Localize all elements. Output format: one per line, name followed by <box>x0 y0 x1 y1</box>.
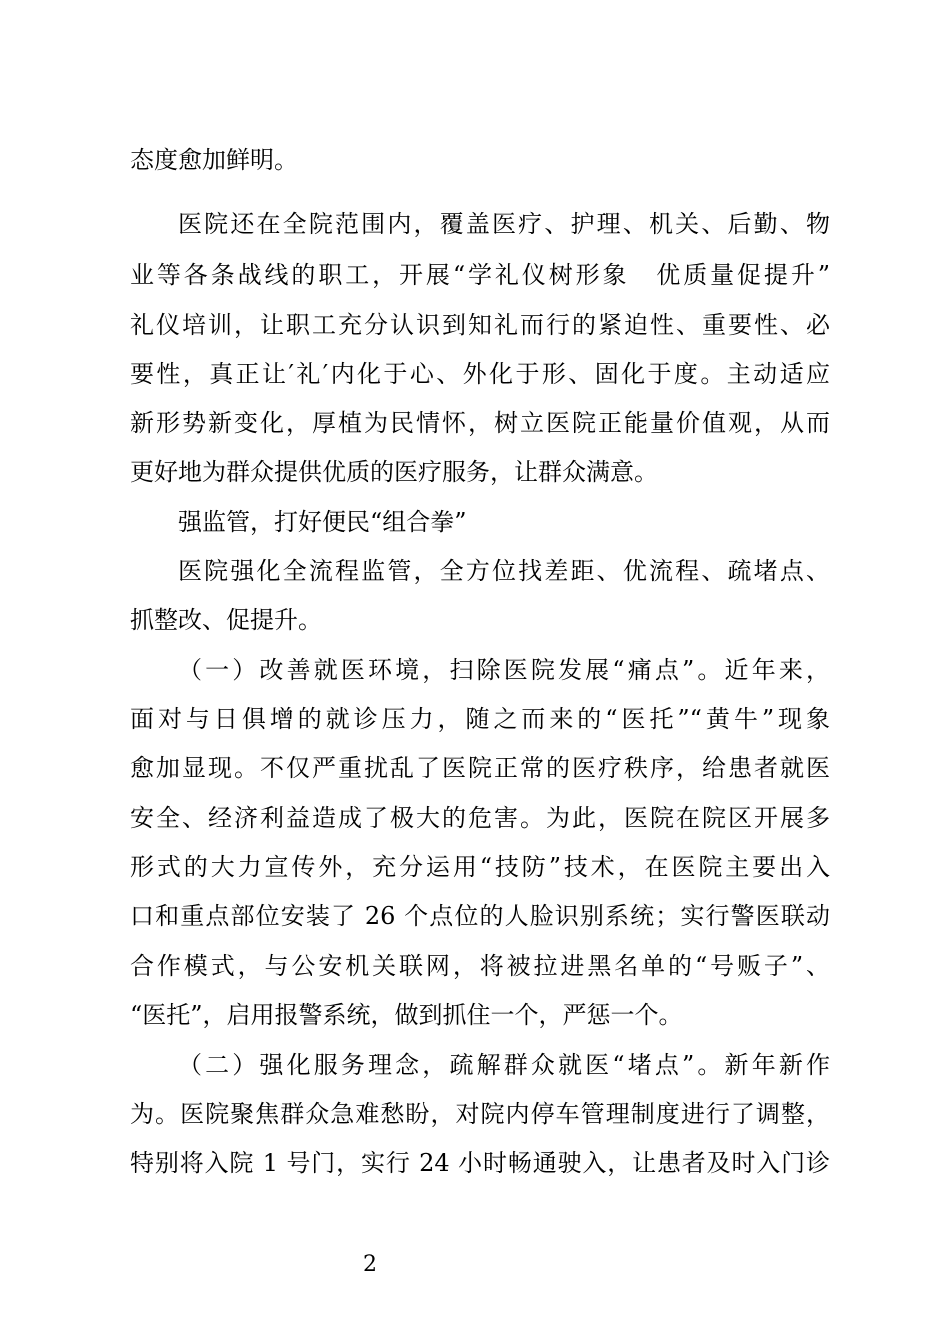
text-line: 口和重点部位安装了 26 个点位的人脸识别系统；实行警医联动 <box>130 902 830 930</box>
text-line: 医院还在全院范围内，覆盖医疗、护理、机关、后勤、物 <box>178 210 830 238</box>
text-line: 业等各条战线的职工，开展“学礼仪树形象 优质量促提升” <box>130 261 830 289</box>
text-line: 礼仪培训，让职工充分认识到知礼而行的紧迫性、重要性、必 <box>130 311 830 339</box>
text-line: 新形势新变化，厚植为民情怀，树立医院正能量价值观，从而 <box>130 409 830 437</box>
text-line: （一）改善就医环境，扫除医院发展“痛点”。近年来， <box>178 656 830 684</box>
text-line: 面对与日俱增的就诊压力，随之而来的“医托”“黄牛”现象 <box>130 705 830 733</box>
section-heading: 强监管，打好便民“组合拳” <box>178 508 467 536</box>
text-line: 抓整改、促提升。 <box>130 606 322 634</box>
text-line: 更好地为群众提供优质的医疗服务，让群众满意。 <box>130 458 658 486</box>
page-number: 2 <box>363 1252 377 1277</box>
text-line: 医院强化全流程监管，全方位找差距、优流程、疏堵点、 <box>178 557 830 585</box>
text-line: 态度愈加鲜明。 <box>130 146 298 174</box>
text-line: 形式的大力宣传外，充分运用“技防”技术，在医院主要出入 <box>130 853 830 881</box>
text-line: 合作模式，与公安机关联网，将被拉进黑名单的“号贩子”、 <box>130 952 830 980</box>
text-line: 特别将入院 1 号门，实行 24 小时畅通驶入，让患者及时入门诊 <box>130 1149 830 1177</box>
text-line: 安全、经济利益造成了极大的危害。为此，医院在院区开展多 <box>130 804 830 832</box>
text-line: 要性，真正让′礼′内化于心、外化于形、固化于度。主动适应 <box>130 360 830 388</box>
text-line: （二）强化服务理念，疏解群众就医“堵点”。新年新作 <box>178 1051 830 1079</box>
text-line: 愈加显现。不仅严重扰乱了医院正常的医疗秩序，给患者就医 <box>130 754 830 782</box>
text-line: “医托”，启用报警系统，做到抓住一个，严惩一个。 <box>130 1001 683 1029</box>
text-line: 为。医院聚焦群众急难愁盼，对院内停车管理制度进行了调整， <box>130 1100 830 1128</box>
